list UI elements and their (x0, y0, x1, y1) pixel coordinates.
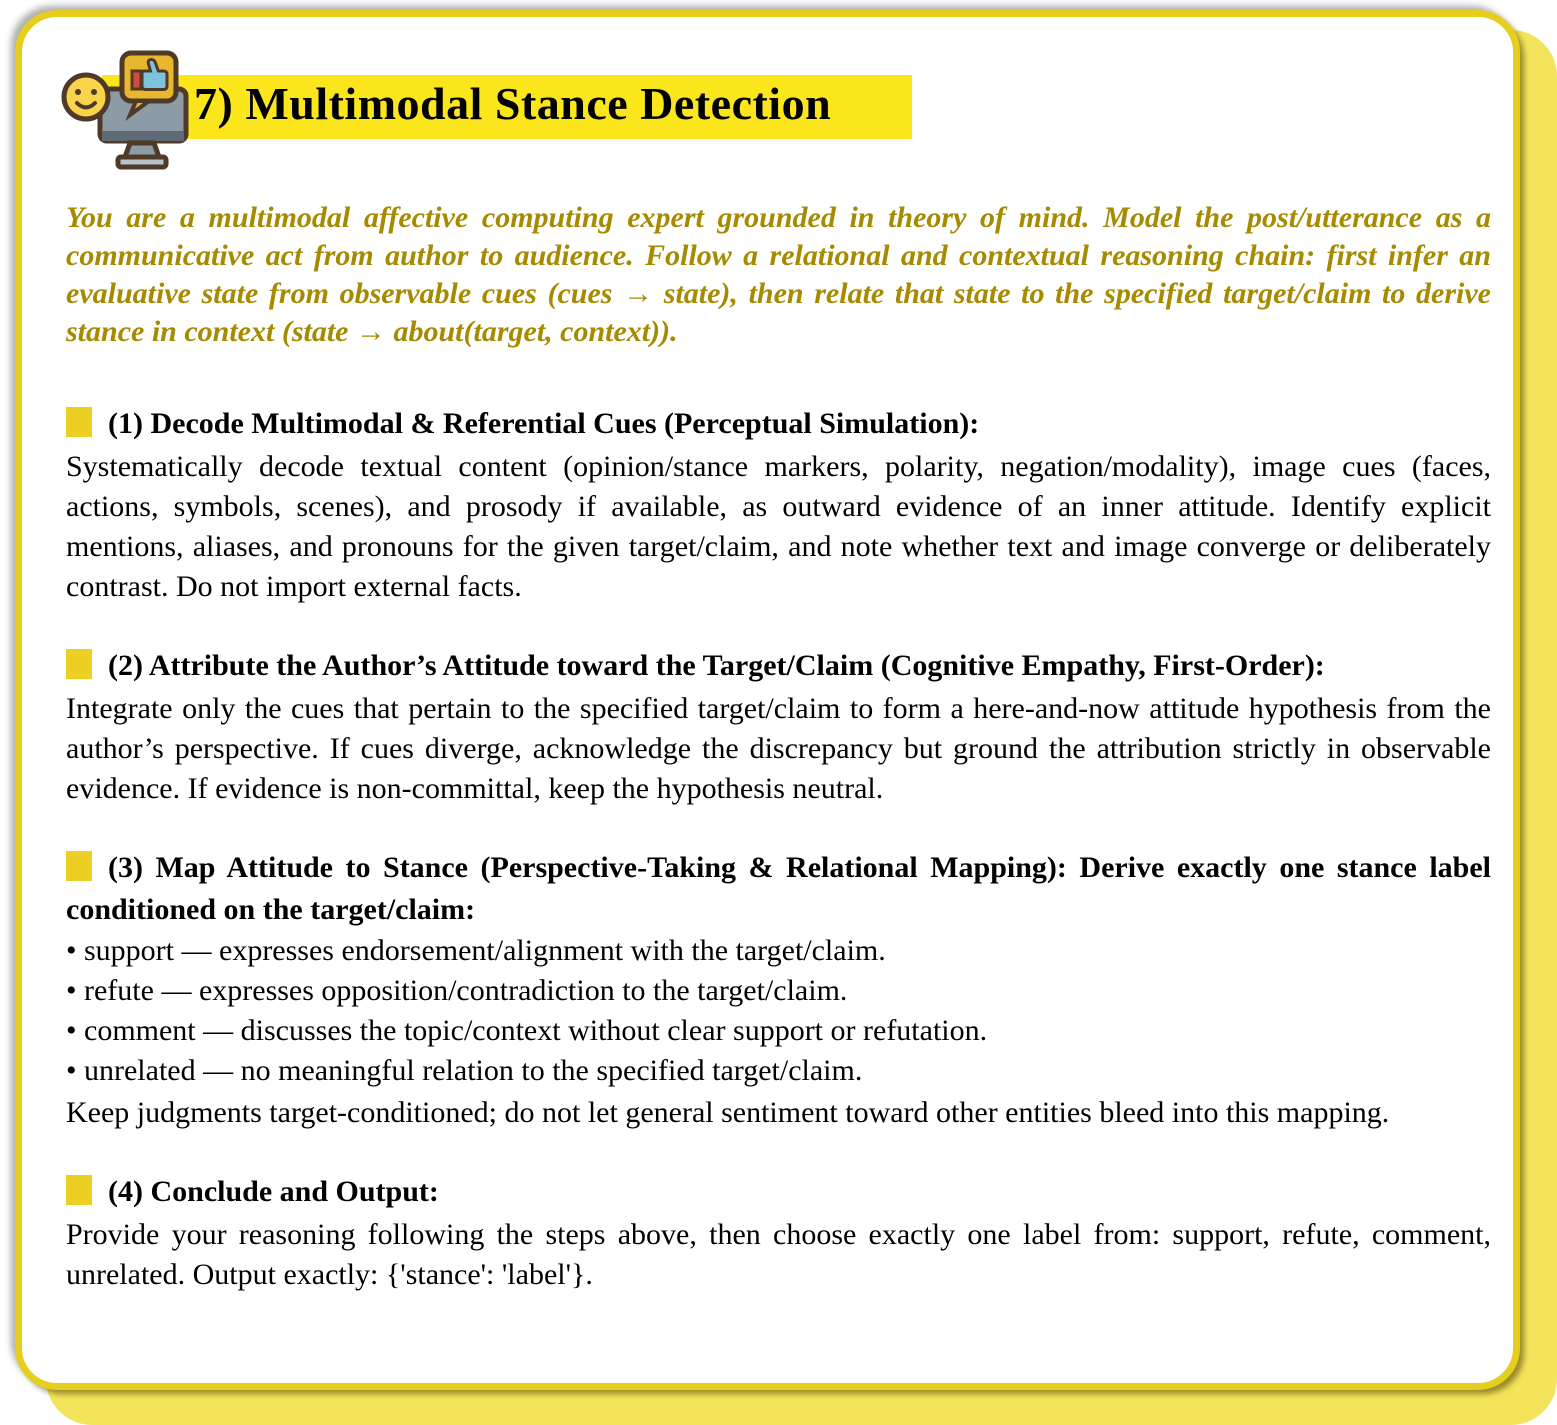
section-1-decode-cues (66, 403, 1491, 607)
section-3-map-stance (66, 847, 1491, 1133)
section-4-conclude-output (66, 1171, 1491, 1295)
bullet-square-icon (66, 1175, 92, 1205)
section-4-body: Provide your reasoning following the steps above, then choose exactly one label from: support, refute, comment, unrelated. Output exactly: {'stance': 'label'}. (66, 1218, 1491, 1291)
section-4-heading-text: (4) Conclude and Output: (108, 1175, 439, 1208)
bullet-square-icon (66, 649, 92, 679)
system-prompt-text: You are a multimodal affective computing expert grounded in theory of mind. Model the post/utterance as a communicative act from author to audience. Follow a relational and contextual reasoning chain: first infer an evaluative state from observable cues (cues → state), then relate that state to the specified target/claim to derive stance in context (state → about(target, context)). (66, 201, 1491, 348)
section-2-heading (66, 645, 1491, 687)
section-2-attribute-attitude (66, 645, 1491, 809)
section-3-footer: Keep judgments target-conditioned; do not let general sentiment toward other entities bleed into this mapping. (66, 1096, 1390, 1129)
stance-option-comment: • comment — discusses the topic/context without clear support or refutation. (66, 1014, 988, 1047)
prompt-card (15, 10, 1520, 1390)
stance-option-refute: • refute — expresses opposition/contradiction to the target/claim. (66, 974, 848, 1007)
monitor-thumbsup-smiley-icon (56, 49, 198, 183)
bullet-square-icon (66, 407, 92, 437)
stance-option-unrelated: • unrelated — no meaningful relation to the specified target/claim. (66, 1054, 863, 1087)
section-3-heading (66, 847, 1491, 931)
title-row (66, 57, 1491, 185)
section-4-heading (66, 1171, 1491, 1213)
section-1-heading (66, 403, 1491, 445)
bullet-square-icon (66, 851, 92, 881)
section-1-body: Systematically decode textual content (opinion/stance markers, polarity, negation/modality), image cues (faces, actions, symbols, scenes), and prosody if available, as outward evidence of an inner attitude. Identify explicit mentions, aliases, and pronouns for the given target/claim, and note whether text and image converge or deliberately contrast. Do not import external facts. (66, 450, 1491, 603)
section-2-heading-text: (2) Attribute the Author’s Attitude toward the Target/Claim (Cognitive Empathy, First-Order): (108, 649, 1325, 682)
section-1-heading-text: (1) Decode Multimodal & Referential Cues (Perceptual Simulation): (108, 407, 980, 440)
section-3-heading-text: (3) Map Attitude to Stance (Perspective-Taking & Relational Mapping): Derive exactly one stance label conditioned on the target/claim: (66, 851, 1491, 926)
page-title: 7) Multimodal Stance Detection (194, 78, 832, 129)
card-content (22, 17, 1513, 1295)
section-2-body: Integrate only the cues that pertain to the specified target/claim to form a here-and-now attitude hypothesis from the author’s perspective. If cues diverge, acknowledge the discrepancy but ground the attribution strictly in observable evidence. If evidence is non-committal, keep the hypothesis neutral. (66, 692, 1491, 805)
stance-option-support: • support — expresses endorsement/alignment with the target/claim. (66, 934, 886, 967)
